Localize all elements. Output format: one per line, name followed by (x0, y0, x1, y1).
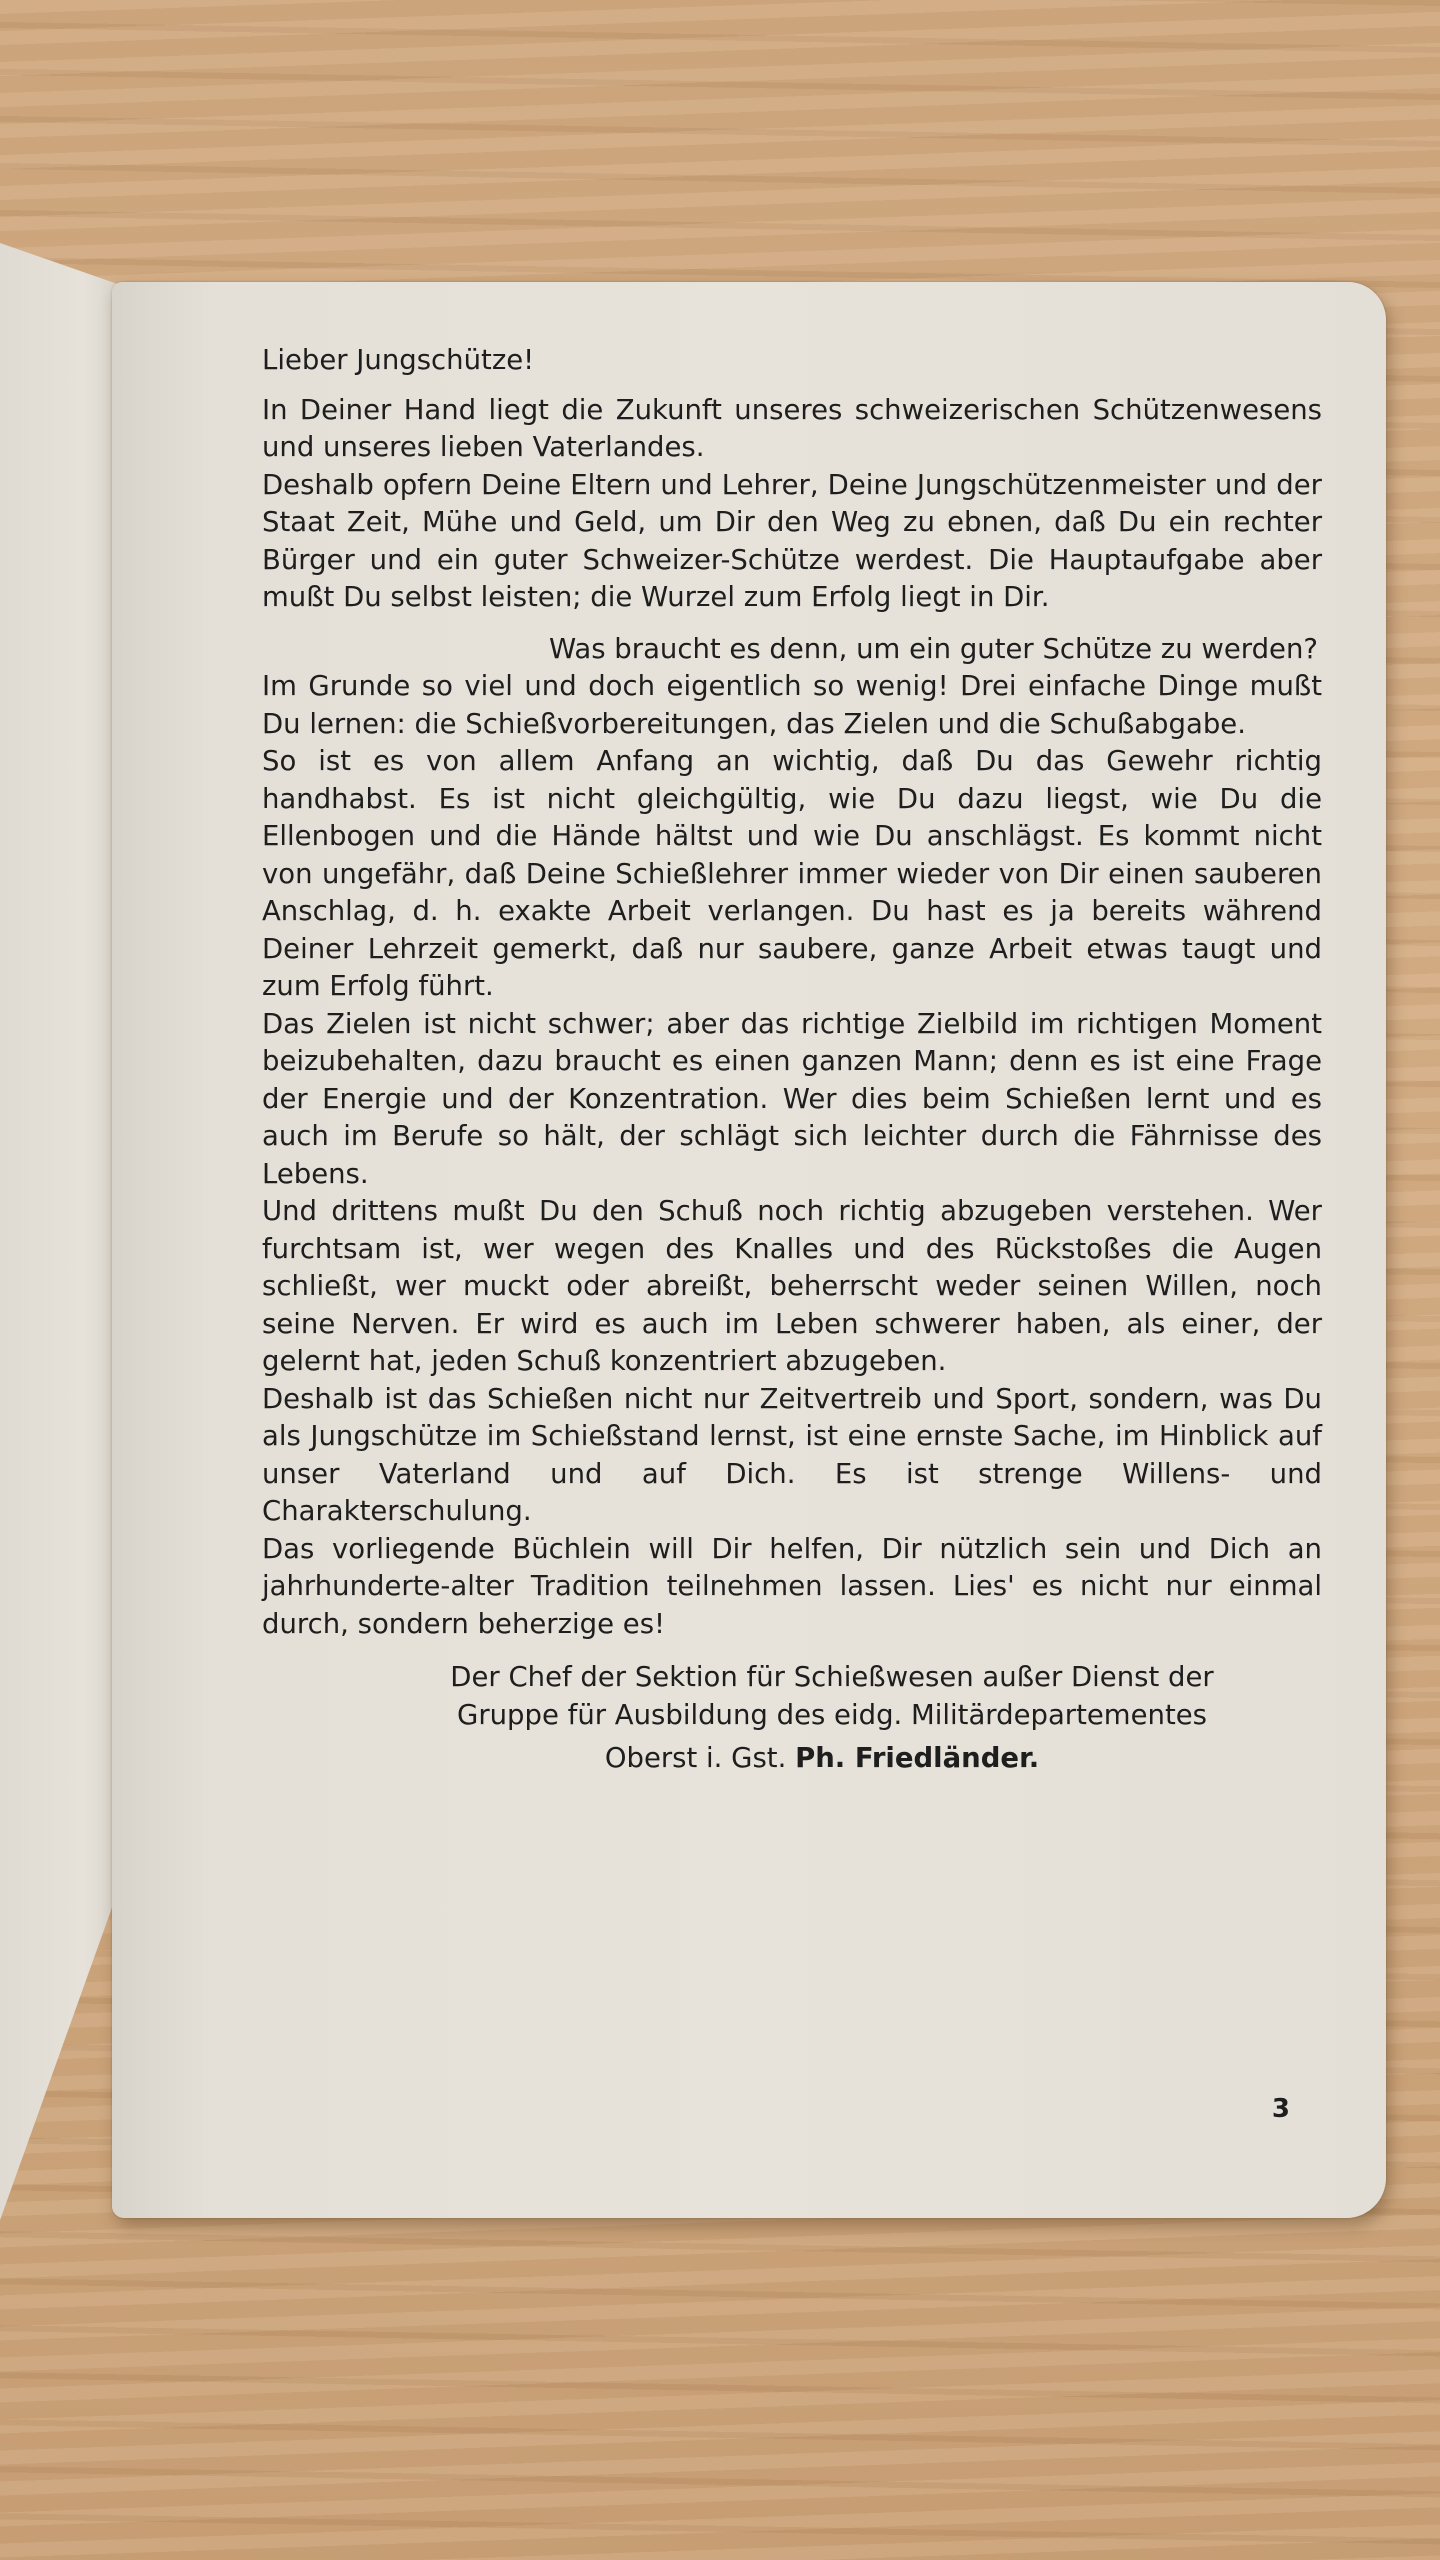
question-heading: Was braucht es denn, um ein guter Schütze zu werden? (548, 632, 1318, 665)
signature-rank: Oberst i. Gst. (604, 1742, 787, 1774)
closing-line: Der Chef der Sektion für Schießwesen außer Dienst der (450, 1661, 1214, 1693)
paragraph: Und drittens mußt Du den Schuß noch richtig abzugeben verstehen. Wer furchtsam ist, wer wegen des Knalles und des Rückstoßes die Augen schließt, wer muckt oder abreißt, beherrscht weder seinen Willen, noch seine Nerven. Er wird es auch im Leben schwerer haben, als einer, der gelernt hat, jeden Schuß konzentriert abzugeben. (262, 1195, 1322, 1377)
booklet-page (112, 282, 1386, 2218)
paragraph: So ist es von allem Anfang an wichtig, daß Du das Gewehr richtig handhabst. Es ist nicht gleichgültig, wie Du dazu liegst, wie Du die Ellenbogen und die Hände hältst und wie Du anschlägst. Es kommt nicht von ungefähr, daß Deine Schießlehrer immer wieder von Dir einen sauberen Anschlag, d. h. exakte Arbeit verlangen. Du hast es ja bereits während Deiner Lehrzeit gemerkt, daß nur saubere, ganze Arbeit etwas taugt und zum Erfolg führt. (262, 745, 1322, 1002)
paragraph: Das vorliegende Büchlein will Dir helfen, Dir nützlich sein und Dich an jahrhunderte-alter Tradition teilnehmen lassen. Lies' es nicht nur einmal durch, sondern beherzige es! (262, 1532, 1322, 1640)
closing-block (342, 1659, 1322, 1734)
page-text (262, 342, 1322, 1778)
paragraph: In Deiner Hand liegt die Zukunft unseres schweizerischen Schützenwesens und unseres lieben Vaterlandes. (262, 393, 1322, 463)
page-number: 3 (1271, 2094, 1290, 2124)
paragraph: Im Grunde so viel und doch eigentlich so wenig! Drei einfache Dinge mußt Du lernen: die Schießvorbereitungen, das Zielen und die Schußabgabe. (262, 670, 1322, 740)
paragraph: Deshalb opfern Deine Eltern und Lehrer, Deine Jungschützenmeister und der Staat Zeit, Mühe und Geld, um Dir den Weg zu ebnen, daß Du ein rechter Bürger und ein guter Schweizer-Schütze werdest. Die Hauptaufgabe aber mußt Du selbst leisten; die Wurzel zum Erfolg liegt in Dir. (262, 468, 1322, 613)
salutation: Lieber Jungschütze! (262, 344, 535, 376)
closing-line: Gruppe für Ausbildung des eidg. Militärdepartementes (457, 1698, 1207, 1731)
paragraph: Das Zielen ist nicht schwer; aber das richtige Zielbild im richtigen Moment beizubehalten, dazu braucht es einen ganzen Mann; denn es ist eine Frage der Energie und der Konzentration. Wer dies beim Schießen lernt und es auch im Berufe so hält, der schlägt sich leichter durch die Fährnisse des Lebens. (262, 1007, 1322, 1190)
paragraph: Deshalb ist das Schießen nicht nur Zeitvertreib und Sport, sondern, was Du als Jungschütze im Schießstand lernst, ist eine ernste Sache, im Hinblick auf unser Vaterland und auf Dich. Es ist strenge Willens- und Charakterschulung. (262, 1382, 1322, 1527)
signature (322, 1740, 1322, 1778)
signature-name: Ph. Friedländer. (795, 1742, 1040, 1774)
